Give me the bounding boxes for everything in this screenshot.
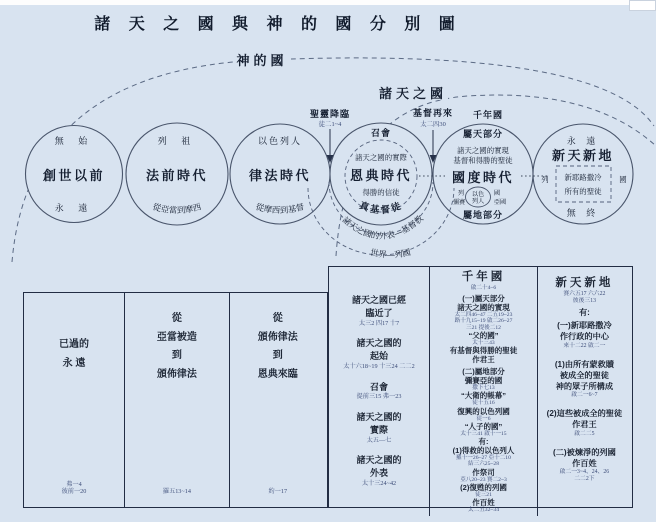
table-line: 到 <box>272 350 283 361</box>
table-line: 神的眾子所構成 <box>555 381 614 391</box>
table-line: 恩典來臨 <box>257 368 298 380</box>
table-line: 太三2 四17 十7 <box>358 319 400 327</box>
table-line: 永 遠 <box>62 357 86 369</box>
c5-earthly-part-label: 屬地部分 <box>462 210 504 220</box>
table-line: 作君王 <box>572 420 597 430</box>
pentecost-label: 聖靈降臨 <box>309 109 351 119</box>
table-line: (二)屬地部分 <box>462 367 505 377</box>
table-line: 頒佈律法 <box>156 368 197 380</box>
table-line: 諸天之國已經 <box>351 295 406 305</box>
table-line: 太十三41 啟十一15 <box>460 430 507 437</box>
summary-table-left <box>23 292 328 508</box>
table-line: 實際 <box>369 424 388 435</box>
table-line: 啟二十4~6 <box>470 284 497 291</box>
table-line: “大衛的帳幕” <box>461 391 506 401</box>
table-line: (2)復甦的列國 <box>460 482 507 492</box>
gods-kingdom-label: 神的國 <box>236 53 288 68</box>
messiah-right-chars: 亞國 <box>493 199 507 206</box>
table-line: “父的國” <box>468 330 499 340</box>
table-line: 太十三24~42 <box>361 479 397 487</box>
second-coming-ref: 太二四30 <box>420 121 446 128</box>
c5-center-label: 國度時代 <box>451 170 515 185</box>
table-line: 二二2下 <box>574 476 595 483</box>
table-column-new-heaven-new-earth <box>537 267 631 516</box>
c2-arc-label: 從亞當到摩西 <box>151 201 203 216</box>
table-line: 羅五13~14 <box>162 488 191 496</box>
c5-realization-label: 諸天之國的實現 <box>457 146 509 155</box>
table-line: 撒下七13 <box>472 385 495 392</box>
table-line: 徒一6 <box>476 415 491 422</box>
table-line: 起始 <box>369 351 388 362</box>
table-line: 啟二一6~7 <box>571 392 598 399</box>
table-line: (1)得救的以色列人 <box>452 446 515 456</box>
all-saints-label: 所有的聖徒 <box>564 187 602 196</box>
summary-table-right <box>328 266 633 514</box>
church-label: 召會 <box>370 128 392 138</box>
table-line: 太十三43 <box>472 339 495 346</box>
table-line: 提前三15 弗一23 <box>356 393 402 401</box>
c4-overcomers-label: 得勝的信徒 <box>362 188 400 197</box>
c4-world-nations-arc: 世界—列國 <box>369 246 412 260</box>
table-line: 作祭司 <box>472 467 495 477</box>
c4-christianity-arc: 諸天之國的外表—基督教 <box>340 213 425 241</box>
c3-arc-label: 從摩西到基督 <box>254 201 306 216</box>
c6-bottom-label: 無 終 <box>566 208 600 218</box>
table-line: 太二五32~34 <box>468 507 499 514</box>
table-line: 有基督與得勝的聖徒 <box>449 346 518 356</box>
table-line: (2)這些被成全的聖徒 <box>546 409 623 419</box>
table-line: 結三六25~28 <box>468 461 499 468</box>
table-column-millennium <box>429 267 537 516</box>
table-line: 彼後三13 <box>572 297 596 304</box>
table-line: 弗一4 <box>66 480 82 488</box>
table-line: 作君王 <box>472 355 495 365</box>
table-line: 來十二22 啟二一 <box>563 343 606 350</box>
table-line: 諸天之國的 <box>356 338 402 349</box>
c6-nations-left-char: 列 <box>541 175 549 184</box>
c4-true-christians-arc: 真基督徒 <box>357 200 405 217</box>
table-line: 有: <box>578 307 590 317</box>
table-line: 被成全的聖徒 <box>559 370 609 380</box>
c1-center-label: 創世以前 <box>42 168 106 183</box>
table-line: 從 <box>272 313 283 324</box>
table-line: 作行政的中心 <box>559 332 609 342</box>
millennium-label: 千年國 <box>472 110 504 120</box>
c5-heavenly-part-label: 屬天部分 <box>462 129 504 139</box>
table-line: 諸天之國的 <box>356 455 402 466</box>
table-line: 作百姓 <box>572 458 597 468</box>
table-line: 啟二二5 <box>574 430 595 437</box>
table-column-past-eternity <box>24 293 124 507</box>
table-line: 作百姓 <box>472 498 495 508</box>
c1-bottom-label: 永 遠 <box>54 203 94 213</box>
heavens-kingdom-label: 諸天之國 <box>378 86 448 101</box>
table-line: 彼前一20 <box>61 488 87 496</box>
table-line: 亞當被造 <box>156 331 197 343</box>
nations-right-char: 國 <box>493 190 501 197</box>
c4-reality-label: 諸天之國的實際 <box>355 153 407 162</box>
messiah-left-chars: 彌賽 <box>452 199 466 206</box>
table-line: 路十九15~19 啟二26~27 <box>454 318 513 325</box>
second-coming-label: 基督再來 <box>412 108 454 118</box>
table-line: 召會 <box>369 381 388 392</box>
c5-christ-overcomers-label: 基督和得勝的聖徒 <box>453 156 513 165</box>
table-line: “人子的國” <box>464 421 503 431</box>
table-line: 啟二一3~4、24、26 <box>559 469 610 476</box>
table-line: (二)被煉淨的列國 <box>553 447 616 457</box>
table-line: 外表 <box>369 468 388 479</box>
table-column-grace-age <box>329 267 429 516</box>
table-line: 三21 提後二12 <box>466 324 501 331</box>
table-line: 臨近了 <box>365 307 393 318</box>
table-line: 約一17 <box>268 488 288 496</box>
table-line: 徒三21 <box>475 491 492 498</box>
table-line: 太二四46~47 二五19~23 <box>454 312 513 319</box>
israel-label-line2: 列人 <box>471 198 485 205</box>
table-line: 諸天之國的 <box>356 412 402 423</box>
table-line: 千年國 <box>461 271 506 283</box>
c2-top-label: 列 祖 <box>157 136 197 146</box>
table-line: 太五—七 <box>366 436 392 444</box>
table-column-law-to-grace <box>229 293 326 507</box>
table-line: 有: <box>478 437 489 447</box>
c4-center-label: 恩典時代 <box>349 168 413 183</box>
c2-center-label: 法前時代 <box>145 168 209 183</box>
page-title: 諸 天 之 國 與 神 的 國 分 別 圖 <box>94 16 462 33</box>
table-line: (1)由所有蒙救贖 <box>554 359 614 369</box>
table-line: 亞八20~23 賽二2~3 <box>460 476 507 483</box>
c1-top-label: 無 始 <box>54 136 94 146</box>
nations-left-char: 列 <box>457 190 465 197</box>
pentecost-ref: 徒二1~4 <box>318 121 342 128</box>
c3-top-label: 以色列人 <box>257 136 303 146</box>
table-line: 頒佈律法 <box>257 331 298 343</box>
table-line: 新天新地 <box>555 277 614 289</box>
new-jerusalem-label: 新耶路撒冷 <box>564 173 602 182</box>
table-line: 到 <box>171 350 182 361</box>
table-column-adam-to-law <box>124 293 229 507</box>
c6-nations-right-char: 國 <box>619 175 627 184</box>
table-line: 徒十五16 <box>472 400 495 407</box>
table-line: (一)屬天部分 <box>462 294 505 304</box>
table-line: 彌賽亞的國 <box>464 376 503 386</box>
c6-center-label: 新天新地 <box>551 148 615 163</box>
c3-center-label: 律法時代 <box>248 168 312 183</box>
c6-top-label: 永 遠 <box>566 136 600 146</box>
table-line: 羅十一26~27 亞十二10 <box>456 455 511 462</box>
table-line: 賽六五17 六六22 <box>563 290 606 297</box>
table-line: 已過的 <box>59 339 89 350</box>
table-line: 太十六18~19 十三24 二二2 <box>343 362 415 370</box>
table-line: (一)新耶路撒冷 <box>557 321 612 331</box>
table-line: 從 <box>171 313 182 324</box>
table-line: 復興的以色列國 <box>457 406 510 416</box>
table-line: 諸天之國的實現 <box>457 303 510 313</box>
israel-label-line1: 以色 <box>471 191 485 198</box>
